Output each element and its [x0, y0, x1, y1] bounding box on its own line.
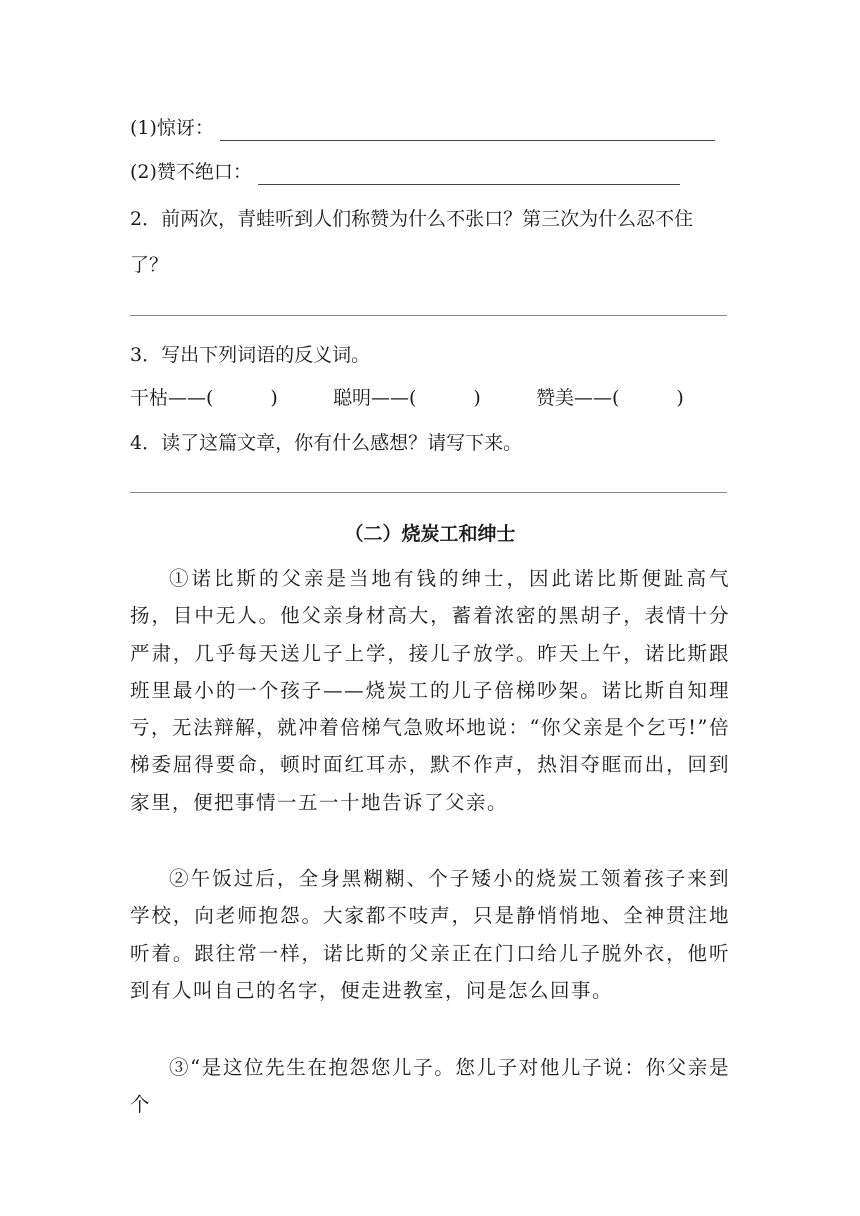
story-paragraph-2: ②午饭过后，全身黑糊糊、个子矮小的烧炭工领着孩子来到学校，向老师抱怨。大家都不吱声，只是静悄悄地、全神贯注地听着。跟往常一样，诺比斯的父亲正在门口给儿子脱外衣，他听到有人叫自己的名字，便走进教室，问是怎么回事。: [130, 867, 730, 1002]
antonym-row: [130, 385, 684, 411]
q4-answer-line[interactable]: [130, 492, 727, 493]
q1-1-answer-blank[interactable]: [220, 122, 715, 141]
story-title: （二）烧炭工和绅士: [344, 523, 516, 545]
q2-answer-line[interactable]: [130, 315, 727, 316]
antonym-item-3[interactable]: 赞美——( ): [536, 387, 684, 409]
question-1-2: [130, 159, 680, 185]
antonym-item-1[interactable]: 干枯——( ): [130, 387, 278, 409]
q1-2-label: (2)赞不绝口：: [130, 161, 252, 183]
question-3: 3．写出下列词语的反义词。: [130, 344, 371, 366]
story-paragraph-1: ①诺比斯的父亲是当地有钱的绅士，因此诺比斯便趾高气扬，目中无人。他父亲身材高大，蓄着浓密的黑胡子，表情十分严肃，几乎每天送儿子上学，接儿子放学。昨天上午，诺比斯跟班里最小的一个孩子——烧炭工的儿子倍梯吵架。诺比斯自知理亏，无法辩解，就冲着倍梯气急败坏地说：“你父亲是个乞丐!”倍梯委屈得要命，顿时面红耳赤，默不作声，热泪夺眶而出，回到家里，便把事情一五一十地告诉了父亲。: [130, 567, 730, 814]
question-4: 4．读了这篇文章，你有什么感想？请写下来。: [130, 432, 523, 454]
story-paragraph-3: ③“是这位先生在抱怨您儿子。您儿子对他儿子说：你父亲是个: [130, 1056, 730, 1117]
question-2-line2: 了？: [130, 254, 169, 276]
q1-2-answer-blank[interactable]: [258, 166, 680, 185]
antonym-item-2[interactable]: 聪明——( ): [333, 387, 481, 409]
question-2-line1: 2．前两次，青蛙听到人们称赞为什么不张口？第三次为什么忍不住: [130, 208, 694, 230]
q1-1-label: (1)惊讶：: [130, 117, 214, 139]
question-1-1: [130, 115, 715, 141]
